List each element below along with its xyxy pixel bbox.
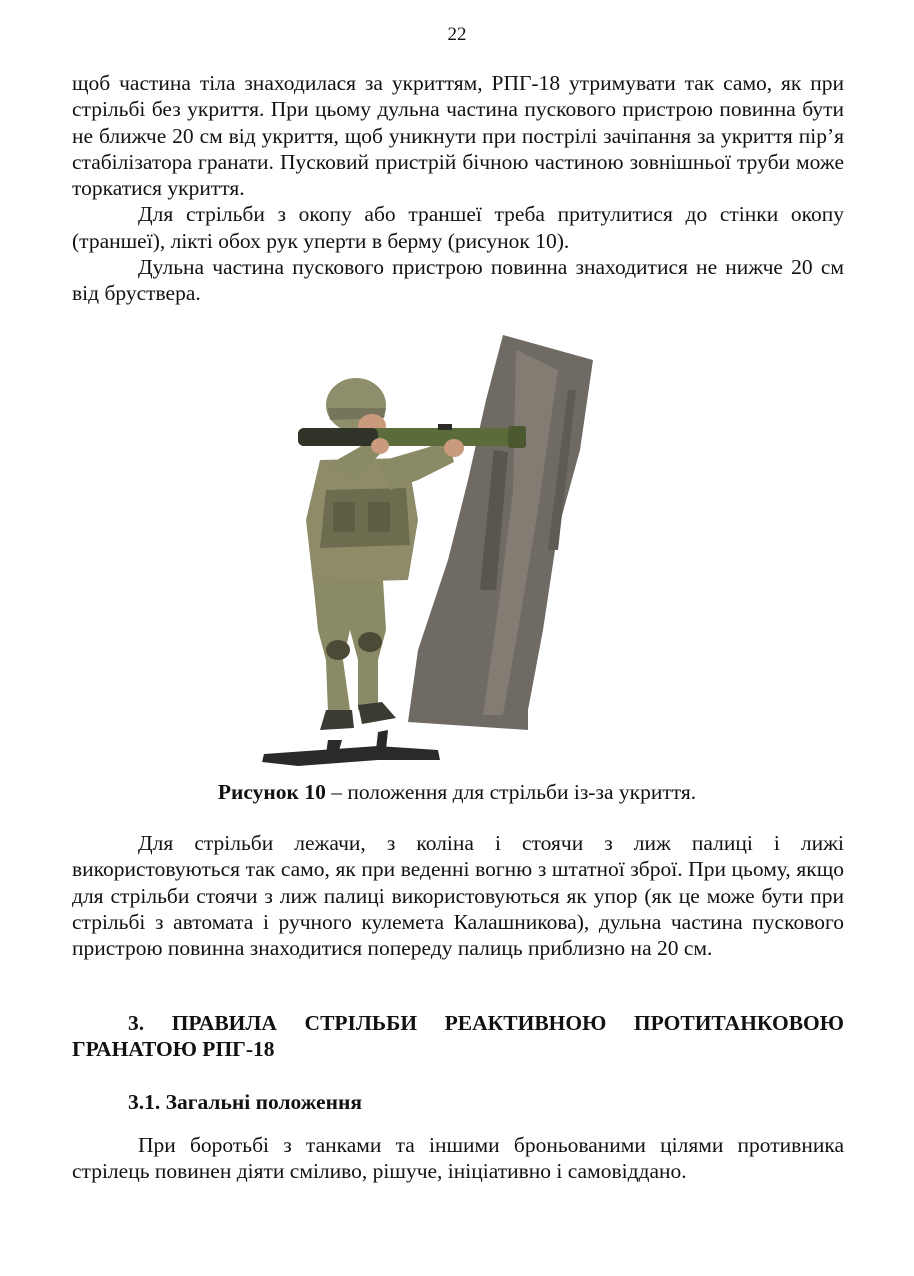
paragraphs-top	[72, 70, 844, 307]
subsection-heading: 3.1. Загальні положення	[128, 1090, 362, 1114]
paragraph-parapet: Дульна частина пускового пристрою повинна знаходитися не нижче 20 см від бруствера.	[72, 255, 844, 306]
figure-caption-text: – положення для стрільби із-за укриття.	[325, 780, 697, 804]
paragraph-general-provisions: При боротьбі з танками та іншими броньованими цілями противника стрілець повинен діяти сміливо, рішуче, ініціативно і самовіддано.	[72, 1133, 844, 1184]
paragraph-lying-block	[72, 830, 844, 961]
paragraph-lying-knee-standing: Для стрільби лежачи, з коліна і стоячи з лиж палиці і лижі використовуються так само, як при веденні вогню з штатної зброї. При цьому, якщо для стрільби стоячи з лиж палиці використовуються як упор (як це може бути при стрільбі з автомата і ручного кулемета Калашникова), дульна частина пускового пристрою повинна знаходитися попереду палиць приблизно на 20 см.	[72, 831, 844, 961]
soldier-firing-rpg-illustration	[258, 330, 598, 778]
paragraph-general-block	[72, 1132, 844, 1185]
figure-soldier-behind-tree	[258, 330, 598, 778]
paragraph-cover: щоб частина тіла знаходилася за укриттям, РПГ-18 утримувати так само, як при стрільбі без укриття. При цьому дульна частина пускового пристрою повинна бути не ближче 20 см від укриття, щоб уникнути при пострілі зачіпання за укриття пір’я стабілізатора гранати. Пусковий пристрій бічною частиною зовнішньої труби може торкатися укриття.	[72, 71, 844, 201]
page-number: 22	[447, 24, 467, 45]
section-heading	[72, 1010, 844, 1063]
rifle-on-ground	[262, 746, 440, 766]
figure-caption	[0, 780, 914, 805]
paragraph-trench: Для стрільби з окопу або траншеї треба притулитися до стінки окопу (траншеї), лікті обох рук уперти в берму (рисунок 10).	[72, 202, 844, 253]
section-heading-line1: 3. ПРАВИЛА СТРІЛЬБИ РЕАКТИВНОЮ ПРОТИТАНКОВОЮ	[128, 1011, 844, 1035]
section-heading-line2: ГРАНАТОЮ РПГ-18	[72, 1037, 275, 1062]
figure-caption-label: Рисунок 10	[217, 780, 326, 804]
